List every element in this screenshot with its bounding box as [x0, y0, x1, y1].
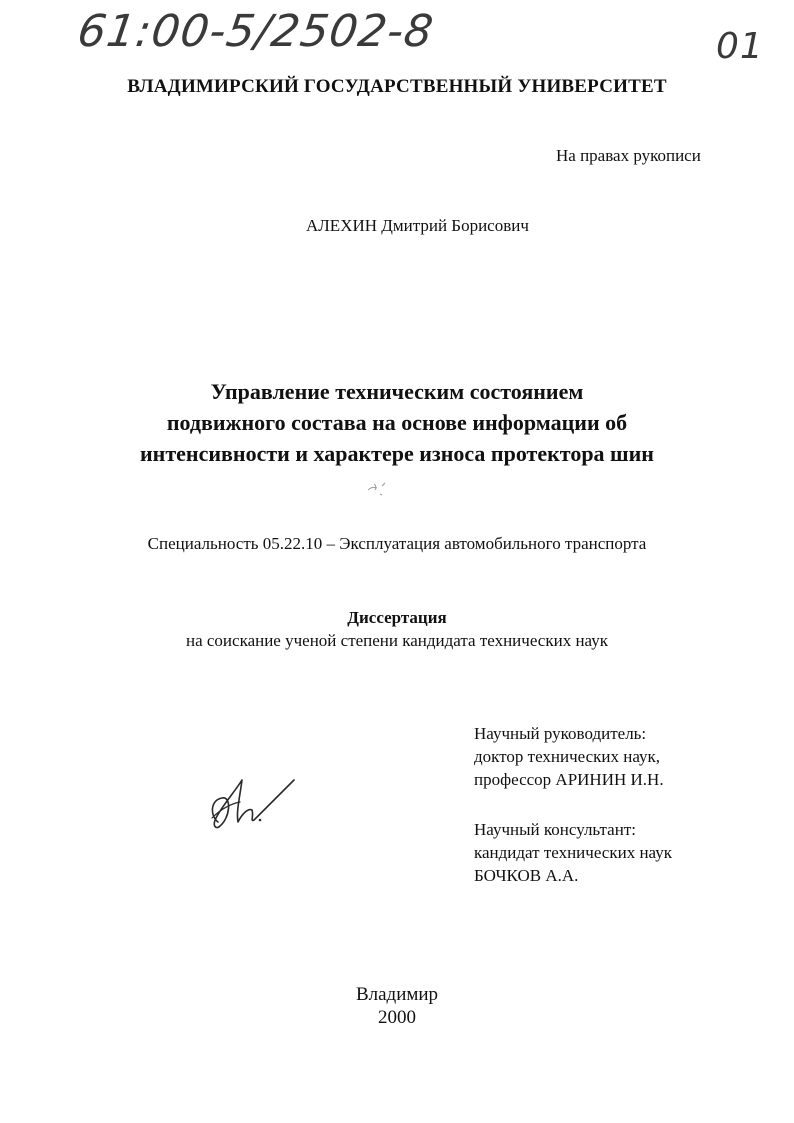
specialty-line: Специальность 05.22.10 – Эксплуатация автомобильного транспорта — [147, 534, 647, 553]
consultant-role: Научный консультант: — [474, 820, 636, 839]
handwritten-copy-number: 01 — [716, 26, 764, 67]
dissertation-type: Диссертация — [347, 608, 447, 627]
supervisor-name: профессор АРИНИН И.Н. — [474, 770, 664, 789]
title-line-3: интенсивности и характере износа протектора шин — [140, 441, 654, 466]
consultant-name: БОЧКОВ А.А. — [474, 866, 579, 885]
author-name: АЛЕХИН Дмитрий Борисович — [306, 216, 529, 235]
publication-city: Владимир — [355, 984, 439, 1005]
publication-year: 2000 — [378, 1007, 416, 1028]
consultant-title: кандидат технических наук — [474, 843, 672, 862]
degree-line: на соискание ученой степени кандидата технических наук — [185, 631, 608, 650]
handwritten-archive-number: 61:00-5/2502-8 — [74, 6, 437, 57]
title-line-1: Управление техническим состоянием — [210, 379, 584, 404]
supervisor-block — [474, 722, 664, 791]
university-name: ВЛАДИМИРСКИЙ ГОСУДАРСТВЕННЫЙ УНИВЕРСИТЕТ — [127, 76, 667, 97]
consultant-block — [474, 818, 672, 887]
rights-note: На правах рукописи — [556, 146, 701, 165]
scan-speck — [360, 476, 400, 500]
title-line-2: подвижного состава на основе информации об — [166, 410, 628, 435]
supervisor-title: доктор технических наук, — [474, 747, 661, 766]
handwritten-signature — [196, 760, 306, 840]
dissertation-title — [0, 376, 794, 469]
supervisor-role: Научный руководитель: — [474, 724, 647, 743]
